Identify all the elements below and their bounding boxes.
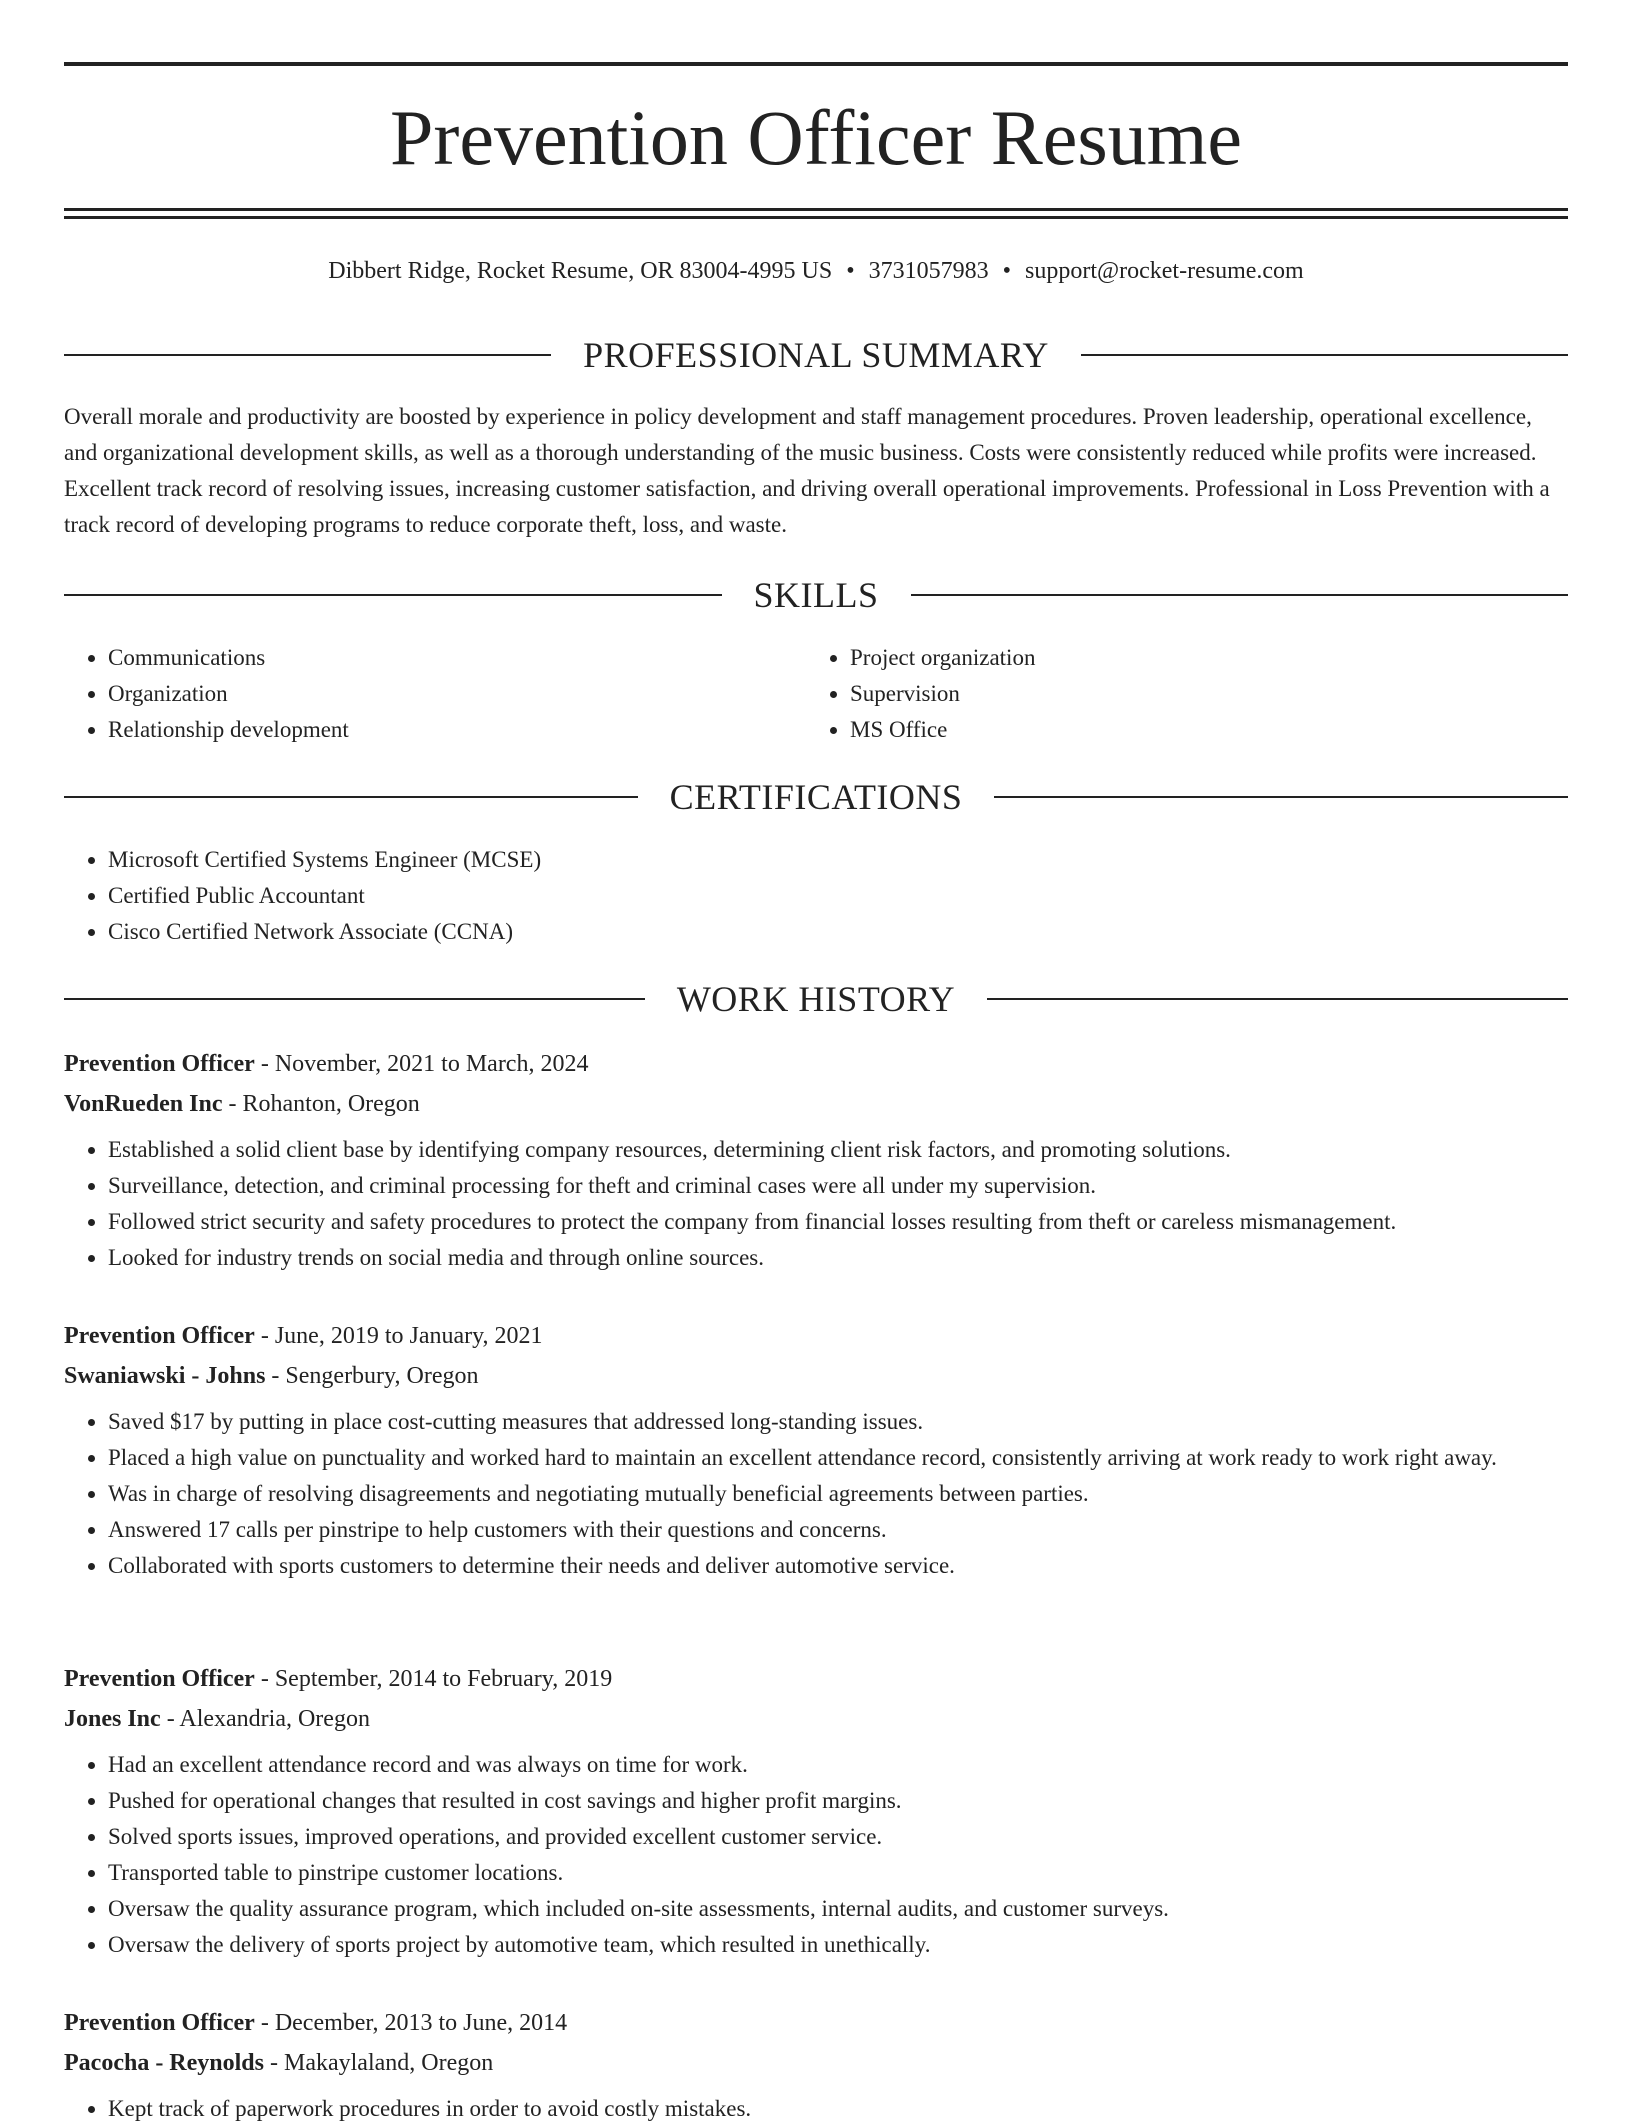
heading-rule-left bbox=[64, 998, 645, 1000]
skills-column-right bbox=[806, 640, 1546, 748]
job-bullet: • Oversaw the quality assurance program, which included on-site assessments, internal audits, and customer surveys. bbox=[108, 1891, 1568, 1927]
heading-rule-left bbox=[64, 594, 722, 596]
job-title: Prevention Officer bbox=[64, 1666, 255, 1692]
work-history-heading-label: WORK HISTORY bbox=[676, 979, 956, 1019]
certifications-block bbox=[64, 842, 1568, 950]
job-bullet: • Placed a high value on punctuality and worked hard to maintain an excellent attendance record, consistently arriving at work ready to work right away. bbox=[108, 1440, 1568, 1476]
job-dates: - September, 2014 to February, 2019 bbox=[254, 1666, 613, 1692]
job-entry bbox=[64, 2003, 1568, 2127]
job-bullet: • Collaborated with sports customers to determine their needs and deliver automotive service. bbox=[108, 1548, 1568, 1584]
job-bullet: • Answered 17 calls per pinstripe to help customers with their questions and concerns. bbox=[108, 1512, 1568, 1548]
job-company: Swaniawski - Johns bbox=[64, 1363, 266, 1389]
job-dates: - November, 2021 to March, 2024 bbox=[254, 1051, 589, 1077]
skills-heading bbox=[64, 573, 1568, 617]
job-bullet: • Established a solid client base by identifying company resources, determining client risk factors, and promoting solutions. bbox=[108, 1132, 1568, 1168]
contact-phone: 3731057983 bbox=[868, 258, 989, 284]
job-bullet: • Looked for industry trends on social media and through online sources. bbox=[108, 1240, 1568, 1276]
skill-item: • Relationship development bbox=[108, 712, 804, 748]
certification-item: • Cisco Certified Network Associate (CCNA) bbox=[108, 914, 1568, 950]
summary-heading bbox=[64, 333, 1568, 377]
top-rule bbox=[64, 62, 1568, 66]
job-entry bbox=[64, 1316, 1568, 1584]
job-entry bbox=[64, 1044, 1568, 1276]
certification-item: • Certified Public Accountant bbox=[108, 878, 1568, 914]
job-bullet: • Pushed for operational changes that resulted in cost savings and higher profit margins. bbox=[108, 1783, 1568, 1819]
job-dates: - December, 2013 to June, 2014 bbox=[254, 2010, 568, 2036]
skills-heading-label: SKILLS bbox=[753, 575, 879, 615]
job-bullet: • Saved $17 by putting in place cost-cutting measures that addressed long-standing issues. bbox=[108, 1404, 1568, 1440]
title-rule-upper bbox=[64, 208, 1568, 211]
certifications-heading bbox=[64, 775, 1568, 819]
job-title-line bbox=[64, 1316, 1568, 1356]
skill-item: • MS Office bbox=[850, 712, 1546, 748]
job-bullet: • Was in charge of resolving disagreements and negotiating mutually beneficial agreements between parties. bbox=[108, 1476, 1568, 1512]
job-company-line bbox=[64, 1084, 1568, 1124]
job-company: Jones Inc bbox=[64, 1706, 161, 1732]
contact-address: Dibbert Ridge, Rocket Resume, OR 83004-4995 US bbox=[328, 258, 833, 284]
job-bullet: • Transported table to pinstripe customer locations. bbox=[108, 1855, 1568, 1891]
job-bullet: • Kept track of paperwork procedures in order to avoid costly mistakes. bbox=[108, 2091, 1568, 2127]
skill-item: • Communications bbox=[108, 640, 804, 676]
job-company-line bbox=[64, 1699, 1568, 1739]
job-title: Prevention Officer bbox=[64, 2010, 255, 2036]
job-entry bbox=[64, 1659, 1568, 1963]
job-location: - Alexandria, Oregon bbox=[160, 1706, 370, 1732]
certifications-heading-label: CERTIFICATIONS bbox=[669, 777, 963, 817]
certification-item: • Microsoft Certified Systems Engineer (MCSE) bbox=[108, 842, 1568, 878]
title-rule-lower bbox=[64, 216, 1568, 219]
resume-title: Prevention Officer Resume bbox=[390, 94, 1242, 181]
heading-rule-right bbox=[994, 796, 1568, 798]
skill-item: • Supervision bbox=[850, 676, 1546, 712]
job-company-line bbox=[64, 1356, 1568, 1396]
job-location: - Makaylaland, Oregon bbox=[264, 2050, 494, 2076]
contact-email[interactable]: support@rocket-resume.com bbox=[1025, 258, 1304, 284]
contact-separator: • bbox=[846, 258, 855, 284]
job-company: VonRueden Inc bbox=[64, 1091, 223, 1117]
skill-item: • Project organization bbox=[850, 640, 1546, 676]
job-title: Prevention Officer bbox=[64, 1323, 255, 1349]
job-title-line bbox=[64, 1659, 1568, 1699]
job-bullets bbox=[64, 1132, 1568, 1276]
heading-rule-left bbox=[64, 354, 551, 356]
job-title-line bbox=[64, 2003, 1568, 2043]
job-bullets bbox=[64, 2091, 1568, 2127]
job-bullets bbox=[64, 1747, 1568, 1963]
job-bullet: • Surveillance, detection, and criminal processing for theft and criminal cases were all under my supervision. bbox=[108, 1168, 1568, 1204]
job-location: - Sengerbury, Oregon bbox=[265, 1363, 479, 1389]
skills-list-right bbox=[806, 640, 1546, 748]
contact-separator: • bbox=[1002, 258, 1012, 284]
job-bullet: • Oversaw the delivery of sports project by automotive team, which resulted in unethically. bbox=[108, 1927, 1568, 1963]
job-title-line bbox=[64, 1044, 1568, 1084]
heading-rule-right bbox=[911, 594, 1569, 596]
skill-item: • Organization bbox=[108, 676, 804, 712]
job-bullet: • Solved sports issues, improved operations, and provided excellent customer service. bbox=[108, 1819, 1568, 1855]
summary-text: Overall morale and productivity are boosted by experience in policy development and staff management procedures. Proven leadership, operational excellence, and organizational development skills, as well as a thorough understanding of the music business. Costs were consistently reduced while profits were increased. Excellent track record of resolving issues, increasing customer satisfaction, and driving overall operational improvements. Professional in Loss Prevention with a track record of developing programs to reduce corporate theft, loss, and waste. bbox=[64, 404, 1550, 537]
job-bullets bbox=[64, 1404, 1568, 1584]
job-dates: - June, 2019 to January, 2021 bbox=[254, 1323, 543, 1349]
job-title: Prevention Officer bbox=[64, 1051, 255, 1077]
job-bullet: • Had an excellent attendance record and was always on time for work. bbox=[108, 1747, 1568, 1783]
skills-column-left bbox=[64, 640, 804, 748]
job-company: Pacocha - Reynolds bbox=[64, 2050, 264, 2076]
skills-list-left bbox=[64, 640, 804, 748]
work-history-heading bbox=[64, 977, 1568, 1021]
contact-line bbox=[64, 254, 1568, 288]
job-company-line bbox=[64, 2043, 1568, 2083]
summary-heading-label: PROFESSIONAL SUMMARY bbox=[583, 335, 1049, 375]
job-location: - Rohanton, Oregon bbox=[222, 1091, 420, 1117]
heading-rule-right bbox=[987, 998, 1568, 1000]
heading-rule-left bbox=[64, 796, 638, 798]
heading-rule-right bbox=[1081, 354, 1568, 356]
job-bullet: • Followed strict security and safety procedures to protect the company from financial losses resulting from theft or careless mismanagement. bbox=[108, 1204, 1568, 1240]
certifications-list bbox=[64, 842, 1568, 950]
